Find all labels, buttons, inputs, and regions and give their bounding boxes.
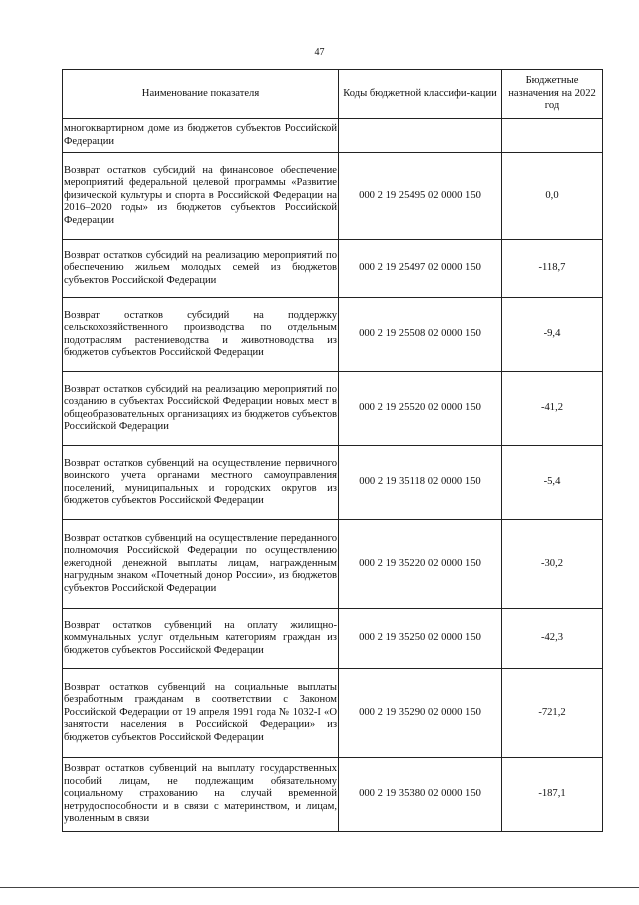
row-value: 0,0	[502, 153, 603, 240]
header-budget-assignments: Бюджетные назначения на 2022 год	[502, 70, 603, 119]
budget-table	[62, 69, 603, 832]
row-code: 000 2 19 25520 02 0000 150	[339, 372, 502, 446]
row-name: Возврат остатков субвенций на осуществление первичного воинского учета органами местного самоуправления поселений, муниципальных и городских округов из бюджетов субъектов Российской Федерации	[63, 446, 339, 520]
header-indicator-name: Наименование показателя	[63, 70, 339, 119]
row-code: 000 2 19 25508 02 0000 150	[339, 298, 502, 372]
table-header-row	[63, 70, 603, 119]
table-row	[63, 758, 603, 832]
table-row	[63, 153, 603, 240]
row-name: Возврат остатков субвенций на социальные выплаты безработным гражданам в соответствии с Законом Российской Федерации от 19 апреля 1991 года № 1032-I «О занятости населения в Российской Федерации» из бюджетов субъектов Российской Федерации	[63, 669, 339, 758]
row-value: -41,2	[502, 372, 603, 446]
row-code: 000 2 19 35220 02 0000 150	[339, 520, 502, 609]
table-row	[63, 240, 603, 298]
row-name: Возврат остатков субсидий на поддержку сельскохозяйственного производства по отдельным подотраслям растениеводства и животноводства из бюджетов субъектов Российской Федерации	[63, 298, 339, 372]
row-name: Возврат остатков субвенций на оплату жилищно-коммунальных услуг отдельным категориям граждан из бюджетов субъектов Российской Федерации	[63, 609, 339, 669]
table-row	[63, 298, 603, 372]
row-code: 000 2 19 35250 02 0000 150	[339, 609, 502, 669]
header-classification-codes: Коды бюджетной классифи-кации	[339, 70, 502, 119]
row-value: -118,7	[502, 240, 603, 298]
table-row	[63, 609, 603, 669]
table-row	[63, 372, 603, 446]
row-name: многоквартирном доме из бюджетов субъектов Российской Федерации	[63, 119, 339, 153]
table-row	[63, 520, 603, 609]
row-code: 000 2 19 25497 02 0000 150	[339, 240, 502, 298]
row-value: -30,2	[502, 520, 603, 609]
row-value: -721,2	[502, 669, 603, 758]
row-name: Возврат остатков субсидий на реализацию мероприятий по обеспечению жильем молодых семей из бюджетов субъектов Российской Федерации	[63, 240, 339, 298]
table-row	[63, 446, 603, 520]
row-value: -9,4	[502, 298, 603, 372]
row-code: 000 2 19 35118 02 0000 150	[339, 446, 502, 520]
row-value: -42,3	[502, 609, 603, 669]
table-row	[63, 669, 603, 758]
row-code: 000 2 19 25495 02 0000 150	[339, 153, 502, 240]
page-bottom-divider	[0, 887, 639, 888]
row-code	[339, 119, 502, 153]
row-name: Возврат остатков субвенций на осуществление переданного полномочия Российской Федерации по осуществлению ежегодной денежной выплаты лицам, награжденным нагрудным знаком «Почетный донор России», из бюджетов субъектов Российской Федерации	[63, 520, 339, 609]
row-name: Возврат остатков субсидий на финансовое обеспечение мероприятий федеральной целевой программы «Развитие физической культуры и спорта в Российской Федерации на 2016–2020 годы» из бюджетов субъектов Российской Федерации	[63, 153, 339, 240]
row-name: Возврат остатков субсидий на реализацию мероприятий по созданию в субъектах Российской Федерации новых мест в общеобразовательных организациях из бюджетов субъектов Российской Федерации	[63, 372, 339, 446]
table-row	[63, 119, 603, 153]
row-code: 000 2 19 35380 02 0000 150	[339, 758, 502, 832]
page-number: 47	[314, 47, 325, 58]
row-value: -5,4	[502, 446, 603, 520]
row-value	[502, 119, 603, 153]
row-name: Возврат остатков субвенций на выплату государственных пособий лицам, не подлежащим обязательному социальному страхованию на случай временной нетрудоспособности и в связи с материнством, и лицам, уволенным в связи	[63, 758, 339, 832]
row-value: -187,1	[502, 758, 603, 832]
row-code: 000 2 19 35290 02 0000 150	[339, 669, 502, 758]
